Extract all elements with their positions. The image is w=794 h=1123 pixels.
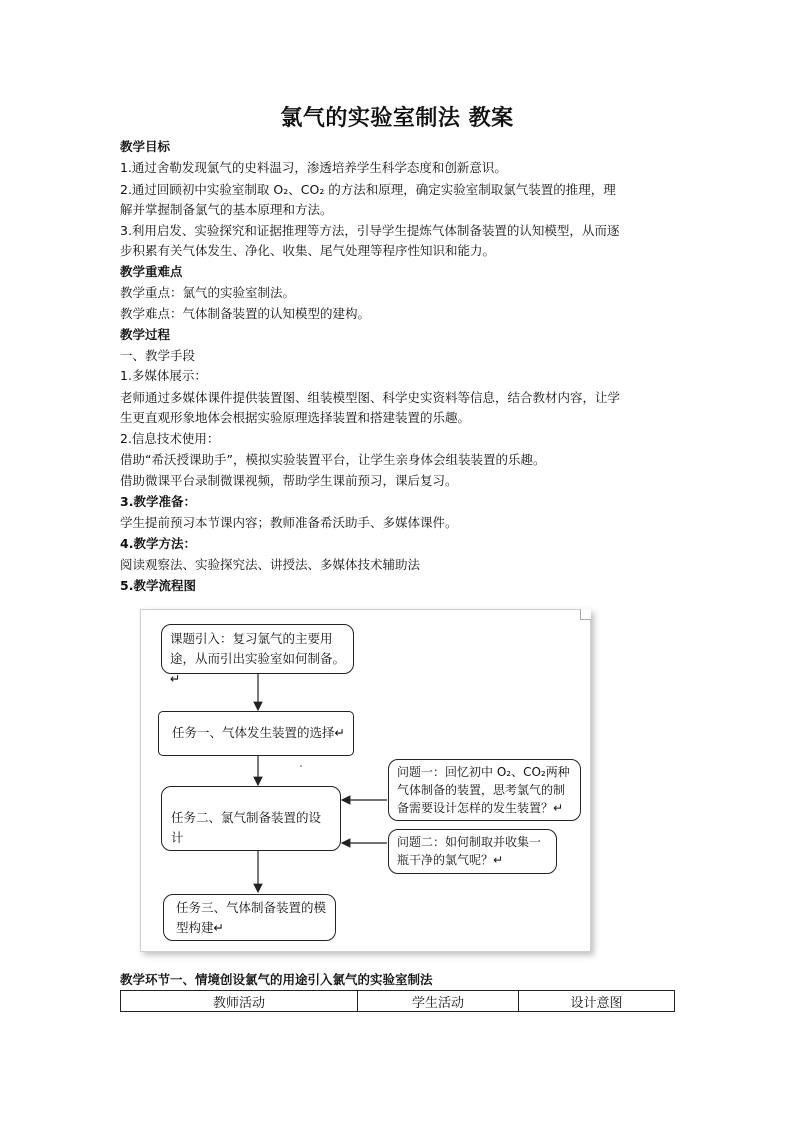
flow-box-task3: 任务三、气体制备装置的模型构建↵ — [163, 894, 336, 941]
table-header-row — [121, 991, 675, 1012]
method-heading: 4.教学方法： — [120, 536, 196, 551]
col-student-activity: 学生活动 — [358, 991, 519, 1012]
flow-box-question2: 问题二：如何制取并收集一瓶干净的氯气呢？↵ — [388, 829, 557, 874]
flowchart-heading: 5.教学流程图 — [120, 578, 196, 593]
goal-1: 1.通过舍勒发现氯气的史料温习，渗透培养学生科学态度和创新意识。 — [120, 160, 507, 175]
difficult-point: 教学难点：气体制备装置的认知模型的建构。 — [120, 306, 371, 321]
stray-dot — [300, 765, 302, 767]
col-teacher-activity: 教师活动 — [121, 991, 358, 1012]
heading-key-points: 教学重难点 — [120, 264, 183, 279]
it-text-1: 借助“希沃授课助手”，模拟实验装置平台，让学生亲身体会组装装置的乐趣。 — [120, 452, 546, 467]
multimedia-text-2: 生更直观形象地体会根据实验原理选择装置和搭建装置的乐趣。 — [120, 410, 471, 425]
it-heading: 2.信息技术使用： — [120, 431, 220, 446]
goal-3-line-1: 3.利用启发、实验探究和证据推理等方法，引导学生提炼气体制备装置的认知模型，从而逐 — [120, 223, 620, 238]
flow-box-question1: 问题一：回忆初中 O₂、CO₂两种气体制备的装置，思考氯气的制备需要设计怎样的发生装置？↵ — [388, 759, 581, 821]
prep-heading: 3.教学准备： — [120, 494, 196, 509]
it-text-2: 借助微课平台录制微课视频，帮助学生课前预习，课后复习。 — [120, 473, 458, 488]
key-point: 教学重点：氯气的实验室制法。 — [120, 285, 296, 300]
goal-2-line-1: 2.通过回顾初中实验室制取 O₂、CO₂ 的方法和原理，确定实验室制取氯气装置的推理，理 — [120, 182, 616, 197]
multimedia-heading: 1.多媒体展示： — [120, 368, 207, 383]
document-title: 氯气的实验室制法 教案 — [280, 105, 514, 131]
goal-3-line-2: 步积累有关气体发生、净化、收集、尾气处理等程序性知识和能力。 — [120, 243, 496, 258]
prep-text: 学生提前预习本节课内容；教师准备希沃助手、多媒体课件。 — [120, 515, 458, 530]
goal-2-line-2: 解并掌握制备氯气的基本原理和方法。 — [120, 202, 333, 217]
teaching-flowchart — [140, 609, 591, 952]
flow-box-intro: 课题引入：复习氯气的主要用途，从而引出实验室如何制备。↵ — [161, 624, 354, 674]
heading-teaching-goals: 教学目标 — [120, 139, 171, 154]
teaching-means-heading: 一、教学手段 — [120, 348, 196, 363]
heading-teaching-process: 教学过程 — [120, 327, 171, 342]
flow-box-task1: 任务一、气体发生装置的选择↵ — [158, 711, 354, 756]
col-design-intent: 设计意图 — [519, 991, 675, 1012]
flow-box-task2: 任务二、氯气制备装置的设计 — [161, 786, 341, 851]
heading-environment-section: 教学环节一、情境创设氯气的用途引入氯气的实验室制法 — [120, 972, 433, 987]
multimedia-text-1: 老师通过多媒体课件提供装置图、组装模型图、科学史实资料等信息，结合教材内容，让学 — [120, 390, 621, 405]
method-text: 阅读观察法、实验探究法、讲授法、多媒体技术辅助法 — [120, 557, 421, 572]
activity-table — [120, 990, 675, 1012]
